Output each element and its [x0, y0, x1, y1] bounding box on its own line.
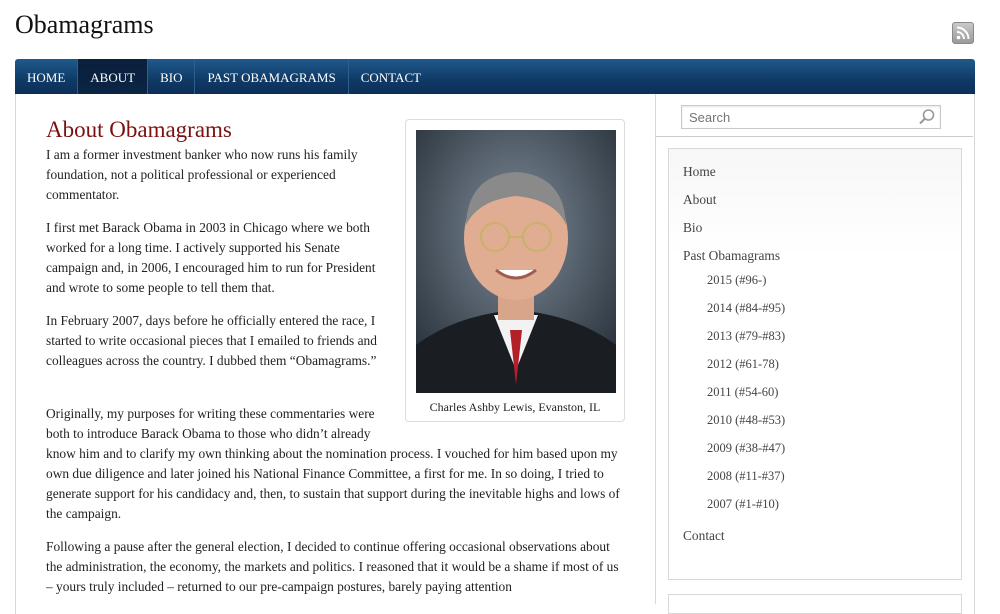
main-nav: [15, 59, 975, 94]
paragraph-4: Originally, my purposes for writing these commentaries were both to introduce Barack Obama to those who didn’t already know him and to clarify my own thinking about the nomination process. I vouched for him based upon my own due diligence and later joined his National Finance Committee, a first for me. In so doing, I tried to generate support for his candidacy and, then, to sustain that support during the inevitable highs and lows of the campaign.: [46, 406, 620, 521]
paragraph-1: I am a former investment banker who now runs his family foundation, not a political professional or experienced commentator.: [46, 147, 358, 202]
photo-caption: Charles Ashby Lewis, Evanston, IL: [429, 400, 601, 414]
search-divider: [655, 136, 973, 137]
nav-home[interactable]: HOME: [15, 59, 78, 94]
site-title[interactable]: Obamagrams: [15, 10, 154, 39]
nav-about[interactable]: ABOUT: [78, 59, 148, 94]
sidebar-item-2008[interactable]: 2008 (#11-#37): [707, 469, 785, 483]
sidebar-item-2015[interactable]: 2015 (#96-): [707, 273, 767, 287]
sidebar-divider: [655, 94, 656, 604]
paragraph-5: Following a pause after the general election, I decided to continue offering occasional observations about the administration, the economy, the markets and politics. I reasoned that it would be a shame if most of us – yours truly included – returned to our pre-campaign postures, barely paying attention: [46, 539, 619, 594]
page-title: About Obamagrams: [46, 117, 232, 142]
sidebar-item-home[interactable]: Home: [683, 164, 716, 179]
sidebar-item-about[interactable]: About: [683, 192, 717, 207]
sidebar-item-2014[interactable]: 2014 (#84-#95): [707, 301, 786, 315]
portrait-photo: [416, 130, 616, 393]
sidebar-item-2010[interactable]: 2010 (#48-#53): [707, 413, 786, 427]
sidebar-item-2012[interactable]: 2012 (#61-78): [707, 357, 779, 371]
sidebar-item-2009[interactable]: 2009 (#38-#47): [707, 441, 786, 455]
rss-icon[interactable]: [952, 22, 974, 44]
photo-figure: [405, 119, 625, 422]
paragraph-3: In February 2007, days before he officially entered the race, I started to write occasional pieces that I emailed to friends and colleagues across the country. I dubbed them “Obamagrams.”: [46, 313, 377, 368]
sidebar-item-past-obamagrams[interactable]: Past Obamagrams: [683, 248, 781, 263]
sidebar-item-2013[interactable]: 2013 (#79-#83): [707, 329, 786, 343]
nav-bio[interactable]: BIO: [148, 59, 195, 94]
search-icon[interactable]: [918, 108, 936, 131]
sidebar-widget-2: [668, 594, 962, 614]
paragraph-2: I first met Barack Obama in 2003 in Chicago where we both worked for a long time. I actively supported his Senate campaign and, in 2006, I encouraged him to run for President and wrote to some people to tell them that.: [46, 220, 376, 295]
sidebar-item-bio[interactable]: Bio: [683, 220, 703, 235]
nav-past-obamagrams[interactable]: PAST OBAMAGRAMS: [195, 59, 348, 94]
sidebar-item-contact[interactable]: Contact: [683, 528, 725, 543]
search-box: [681, 105, 941, 129]
nav-contact[interactable]: CONTACT: [360, 70, 422, 85]
search-input[interactable]: [682, 106, 907, 128]
sidebar-item-2007[interactable]: 2007 (#1-#10): [707, 497, 779, 511]
sidebar-item-2011[interactable]: 2011 (#54-60): [707, 385, 779, 399]
